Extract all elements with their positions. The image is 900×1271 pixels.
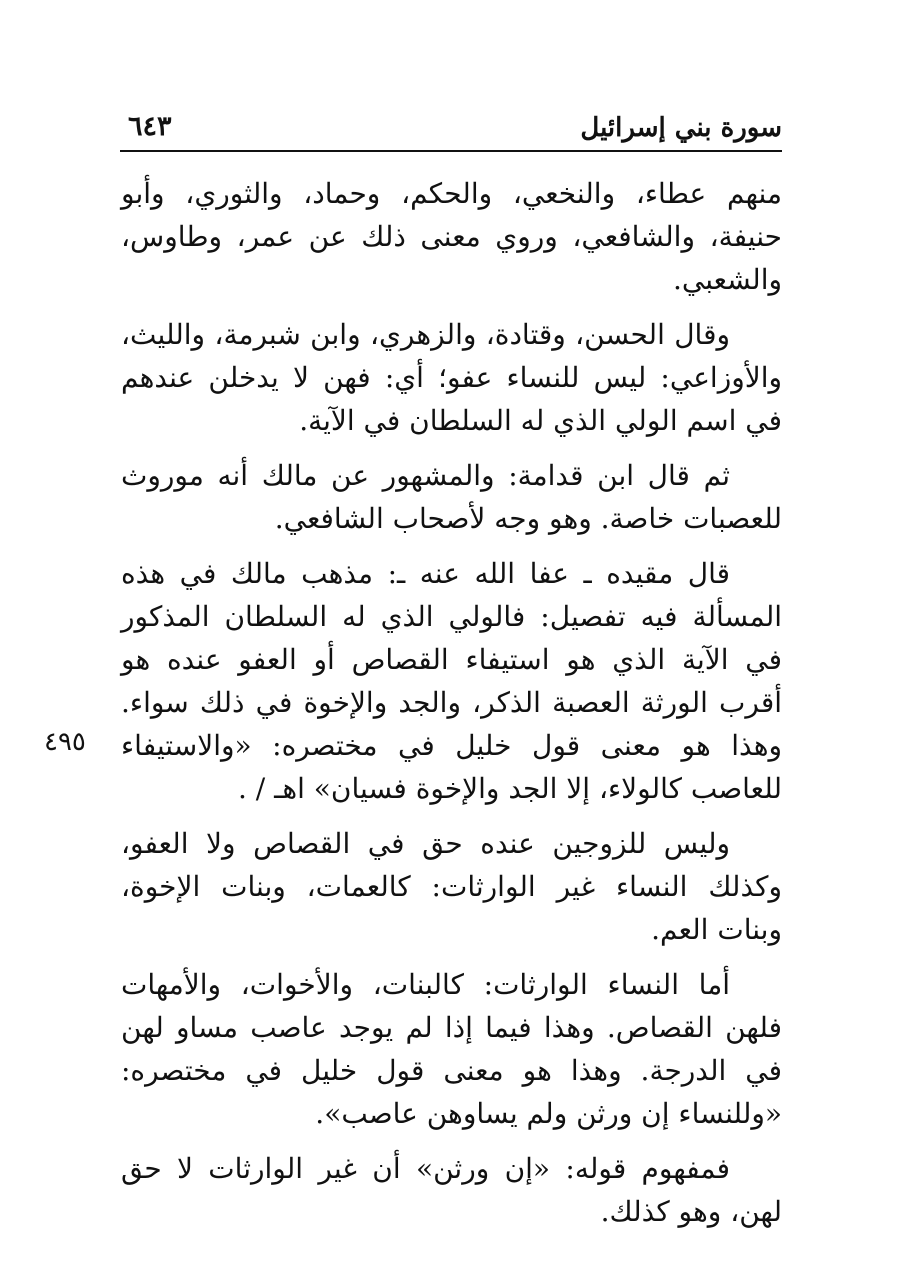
paragraph-6: أما النساء الوارثات: كالبنات، والأخوات، والأمهات فلهن القصاص. وهذا فيما إذا لم يوجد عاصب مساو لهن في الدرجة. وهذا هو معنى قول خليل في مختصره: «وللنساء إن ورثن ولم يساوهن عاصب». [121,968,782,1130]
page-number: ٦٤٣ [128,111,172,142]
paragraph-2: وقال الحسن، وقتادة، والزهري، وابن شبرمة، والليث، والأوزاعي: ليس للنساء عفو؛ أي: فهن لا يدخلن عندهم في اسم الولي الذي له السلطان في الآية. [121,318,782,437]
paragraph-4: قال مقيده ـ عفا الله عنه ـ: مذهب مالك في هذه المسألة فيه تفصيل: فالولي الذي له السلطان المذكور في الآية الذي هو استيفاء القصاص أو العفو عنده هو أقرب الورثة العصبة الذكر، والجد والإخوة في ذلك سواء. وهذا هو معنى قول خليل في مختصره: «والاستيفاء للعاصب كالولاء، إلا الجد والإخوة فسيان» اهـ / . [121,557,782,805]
margin-reference-number: ٤٩٥ [44,727,86,757]
paragraph-1: منهم عطاء، والنخعي، والحكم، وحماد، والثوري، وأبو حنيفة، والشافعي، وروي معنى ذلك عن عمر، وطاوس، والشعبي. [121,177,782,296]
surah-title: سورة بني إسرائيل [580,113,782,143]
paragraph-5: وليس للزوجين عنده حق في القصاص ولا العفو، وكذلك النساء غير الوارثات: كالعمات، وبنات الإخوة، وبنات العم. [121,827,782,946]
paragraph-7: فمفهوم قوله: «إن ورثن» أن غير الوارثات لا حق لهن، وهو كذلك. [121,1152,782,1228]
page-content [121,172,782,1245]
paragraph-3: ثم قال ابن قدامة: والمشهور عن مالك أنه موروث للعصبات خاصة. وهو وجه لأصحاب الشافعي. [121,459,782,535]
page-header [120,108,782,152]
